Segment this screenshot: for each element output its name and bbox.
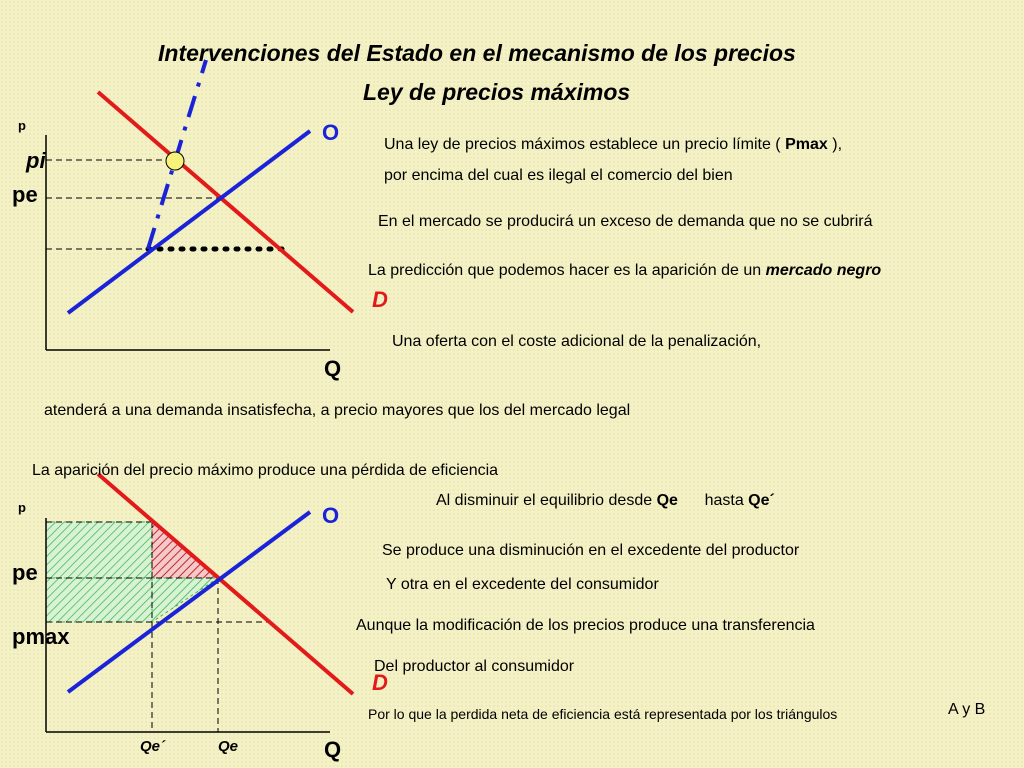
graph1-q-axis-label: Q bbox=[324, 356, 342, 381]
text2-hasta: hasta bbox=[704, 492, 744, 509]
graph1-pi-label: pi bbox=[26, 148, 46, 173]
text1-line3: En el mercado se producirá un exceso de demanda que no se cubrirá bbox=[378, 213, 873, 230]
text2-triangles: A y B bbox=[948, 701, 986, 718]
graph1-pe-label: pe bbox=[12, 182, 38, 207]
text1-line1-end: ), bbox=[832, 136, 843, 153]
text1-line5: Una oferta con el coste adicional de la penalización, bbox=[392, 333, 762, 350]
text2-line3: Y otra en el excedente del consumidor bbox=[386, 576, 659, 593]
graph1-p-axis-label: p bbox=[18, 118, 26, 133]
text1-line4-start: La predicción que podemos hacer es la aparición de un bbox=[368, 262, 762, 279]
text2-qe-prime: Qe´ bbox=[748, 492, 775, 509]
text1-line6: atenderá a una demanda insatisfecha, a precio mayores que los del mercado legal bbox=[44, 402, 631, 419]
graph1-supply-line bbox=[68, 131, 310, 313]
graph1-black-market-point bbox=[166, 152, 184, 170]
graph2-triangle-b bbox=[152, 578, 218, 622]
page-title: Intervenciones del Estado en el mecanismo de los precios bbox=[158, 40, 796, 66]
graph2-qe-prime-label: Qe´ bbox=[140, 738, 166, 755]
text2-line2: Se produce una disminución en el excedente del productor bbox=[382, 542, 800, 559]
text2-line1 bbox=[436, 492, 775, 510]
text2-qe: Qe bbox=[656, 492, 678, 509]
graph1-supply-label: O bbox=[322, 120, 340, 145]
graph2-p-axis-label: p bbox=[18, 500, 26, 515]
graph2-qe-label: Qe bbox=[218, 738, 239, 755]
text1-black-market: mercado negro bbox=[765, 262, 882, 279]
graph2-pmax-label: pmax bbox=[12, 624, 70, 649]
graph1-demand-line bbox=[98, 92, 353, 312]
graph2-pe-label: pe bbox=[12, 560, 38, 585]
text2-line1-start: Al disminuir el equilibrio desde bbox=[436, 492, 653, 509]
graph2-supply-label: O bbox=[322, 503, 340, 528]
text1-pmax: Pmax bbox=[785, 136, 828, 153]
graph2-producer-transfer-area bbox=[46, 522, 152, 578]
text1-line7: La aparición del precio máximo produce una pérdida de eficiencia bbox=[32, 462, 499, 479]
text2-line5: Del productor al consumidor bbox=[374, 658, 575, 675]
text1-line1 bbox=[384, 136, 842, 154]
page-subtitle: Ley de precios máximos bbox=[363, 79, 631, 105]
text2-line4: Aunque la modificación de los precios produce una transferencia bbox=[356, 617, 815, 634]
text2-line6: Por lo que la perdida neta de eficiencia está representada por los triángulos bbox=[368, 706, 838, 722]
graph2-q-axis-label: Q bbox=[324, 737, 342, 762]
graph1-demand-label: D bbox=[372, 287, 388, 312]
text1-line2: por encima del cual es ilegal el comercio del bien bbox=[384, 167, 733, 184]
text1-line1-start: Una ley de precios máximos establece un precio límite ( bbox=[384, 136, 781, 153]
text1-line4 bbox=[368, 262, 881, 280]
graph2-demand-label: D bbox=[372, 670, 388, 695]
